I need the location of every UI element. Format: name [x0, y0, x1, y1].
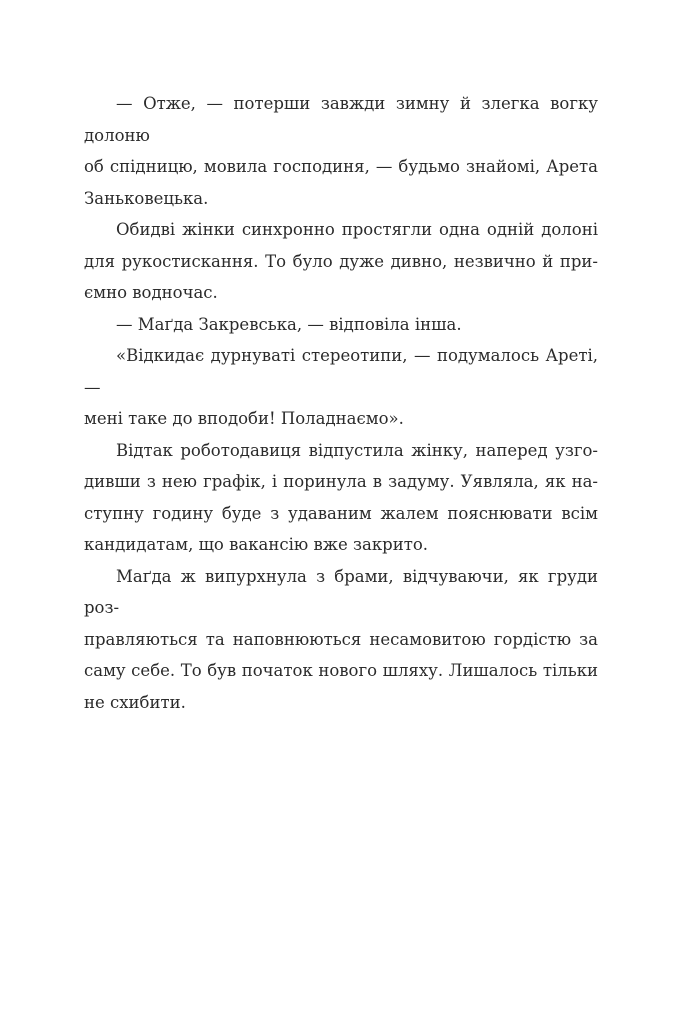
text-line: Заньковецька.	[84, 188, 209, 208]
paragraph-3	[84, 309, 598, 341]
text-line: — Маґда Закревська, — відповіла інша.	[116, 314, 462, 334]
text-line: об спідницю, мовила господиня, — будьмо знайомі, Арета	[84, 157, 598, 176]
text-line: не схибити.	[84, 692, 186, 712]
text-line: дивши з нею графік, і поринула в задуму. Уявляла, як на-	[84, 472, 598, 491]
text-line: Маґда ж випурхнула з брами, відчуваючи, як груди роз-	[84, 566, 598, 617]
text-line: кандидатам, що вакансію вже закрито.	[84, 535, 429, 554]
paragraph-2	[84, 214, 598, 309]
text-line: ємно водночас.	[84, 283, 218, 302]
text-line: Обидві жінки синхронно простягли одна одній долоні	[116, 220, 598, 239]
text-line: «Відкидає дурнуваті стереотипи, — подумалось Ареті, —	[84, 346, 598, 397]
text-line: правляються та наповнюються несамовитою гордістю за	[84, 629, 598, 649]
text-line: мені таке до вподоби! Поладнаємо».	[84, 409, 404, 428]
text-line: Відтак роботодавиця відпустила жінку, наперед узго-	[116, 440, 598, 460]
paragraph-6	[84, 561, 598, 719]
text-line: — Отже, — потерши завжди зимну й злегка вогку долоню	[84, 94, 598, 145]
text-line: для рукостискання. То було дуже дивно, незвично й при-	[84, 251, 598, 271]
text-line: саму себе. То був початок нового шляху. Лишалось тільки	[84, 661, 598, 680]
paragraph-1	[84, 88, 598, 214]
book-page	[84, 88, 598, 718]
paragraph-5	[84, 435, 598, 561]
text-line: ступну годину буде з удаваним жалем пояснювати всім	[84, 503, 598, 523]
paragraph-4	[84, 340, 598, 435]
